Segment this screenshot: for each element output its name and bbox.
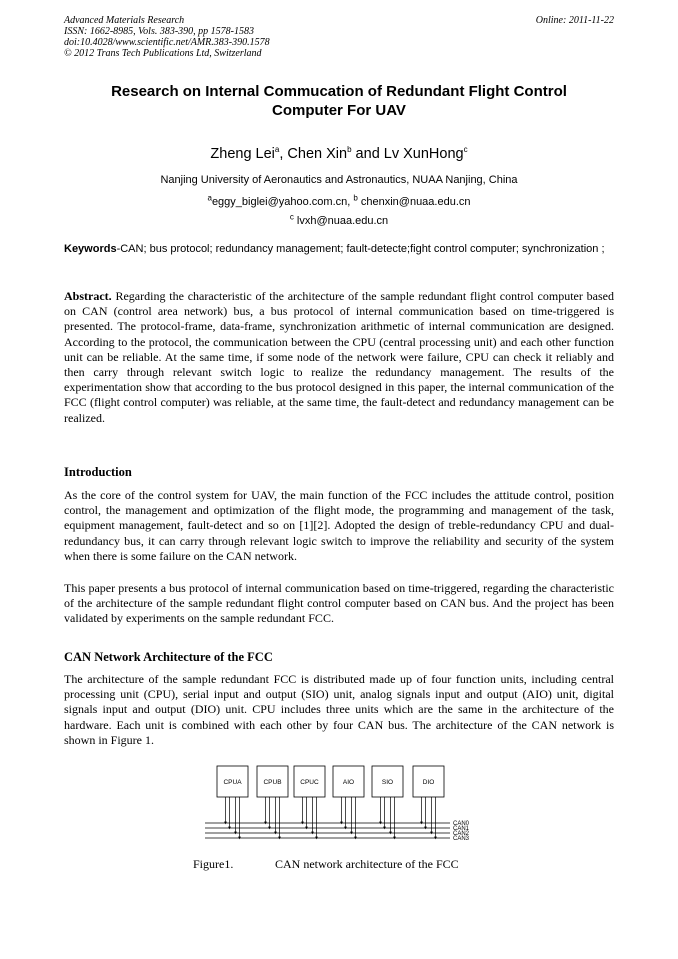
author-1-mark: a (274, 145, 280, 155)
doi: doi:10.4028/www.scientific.net/AMR.383-390.1578 (64, 37, 270, 48)
keywords (64, 242, 614, 257)
journal-name: Advanced Materials Research (64, 15, 185, 26)
author-3-mark: c (463, 145, 468, 155)
email-a: eggy_biglei@yahoo.com.cn, (211, 196, 354, 208)
affiliation: Nanjing University of Aeronautics and Astronautics, NUAA Nanjing, China (160, 174, 518, 186)
can-paragraph-1: The architecture of the sample redundant FCC is distributed made up of four function units, including central processing unit (CPU), serial input and output (SIO) unit, analog signals input and output (AIO) unit, digital signals input and output (DIO) unit. CPU includes three units which are the same in the architecture of the hardware. Each unit is combined with each other by four CAN bus. The architecture of the CAN network is shown in Figure 1. (64, 672, 614, 747)
can-heading: CAN Network Architecture of the FCC (64, 650, 273, 664)
unit-label-cpua: CPUA (223, 779, 242, 786)
unit-label-aio: AIO (342, 779, 355, 786)
email-b-mark: b (353, 193, 358, 203)
can-network-figure (195, 760, 485, 855)
author-1: Zheng Lei (210, 146, 275, 162)
caption-label: Figure1. (193, 857, 234, 871)
unit-label-sio: SIO (381, 779, 394, 786)
figure-caption (193, 857, 459, 872)
email-b: chenxin@nuaa.edu.cn (357, 196, 471, 208)
abstract-text: Regarding the characteristic of the architecture of the sample redundant flight control computer based on CAN (control area network) bus, a bus protocol of internal communication based on time-triggered is presented. The protocol-frame, data-frame, synchronization arithmetic of internal communication are designed. According to the protocol, the communication between the CPU (central processing unit) and each other function unit can be reliable. At the same time, if some node of the network were failure, CPU can check it reliably and then carry through relevant switch logic to realize the redundancy management. The results of the experimentation show that according to the bus protocol designed in this paper, the internal communication of the FCC (flight control computer) was reliable, at the same time, the fault-detect and redundancy management can be realized. (64, 289, 614, 425)
author-3: and Lv XunHong (351, 146, 464, 162)
keywords-label: Keywords (64, 243, 117, 255)
bus-label-can2: CAN2 (453, 831, 470, 837)
email-c-mark: c (289, 212, 294, 222)
copyright: © 2012 Trans Tech Publications Ltd, Switzerland (64, 48, 262, 59)
bus-label-can1: CAN1 (453, 826, 470, 832)
email-a-mark: a (207, 193, 212, 203)
abstract-label: Abstract. (64, 289, 112, 303)
authors (64, 146, 614, 162)
email-line-2 (64, 212, 614, 227)
keywords-text: -CAN; bus protocol; redundancy management; fault-detecte;fight control computer; synchronization ; (116, 243, 605, 255)
paper-title (64, 82, 614, 120)
journal-header (64, 15, 270, 59)
online-date: Online: 2011-11-22 (535, 15, 614, 26)
title-line-1: Research on Internal Commucation of Redundant Flight Control (111, 83, 567, 100)
intro-paragraph-2: This paper presents a bus protocol of internal communication based on time-triggered, regarding the characteristic of the architecture of the sample redundant flight control computer based on CAN bus. And the project has been validated by experiments on the sample redundant FCC. (64, 581, 614, 626)
unit-label-cpub: CPUB (263, 779, 282, 786)
intro-paragraph-1: As the core of the control system for UAV, the main function of the FCC includes the attitude control, position control, the management and optimization of the flight mode, the programming and management of the task, equipment management, fault-detect and so on [1][2]. Adopted the design of treble-redundancy CPU and dual-redundancy bus, it can carry through relevant logic switch to improve the reliability and security of the system when there is some failure on the CAN network. (64, 488, 614, 563)
unit-label-dio: DIO (422, 779, 435, 786)
bus-label-can3: CAN3 (453, 836, 470, 842)
author-2: , Chen Xin (279, 146, 348, 162)
bus-label-can0: CAN0 (453, 821, 470, 827)
issn: ISSN: 1662-8985, Vols. 383-390, pp 1578-1583 (64, 26, 254, 37)
unit-label-cpuc: CPUC (300, 779, 319, 786)
title-line-2: Computer For UAV (272, 102, 406, 119)
intro-heading: Introduction (64, 465, 132, 479)
email-c: lvxh@nuaa.edu.cn (293, 215, 389, 227)
caption-text: CAN network architecture of the FCC (275, 857, 459, 871)
email-line-1 (64, 193, 614, 208)
abstract (64, 289, 614, 426)
author-2-mark: b (347, 145, 352, 155)
